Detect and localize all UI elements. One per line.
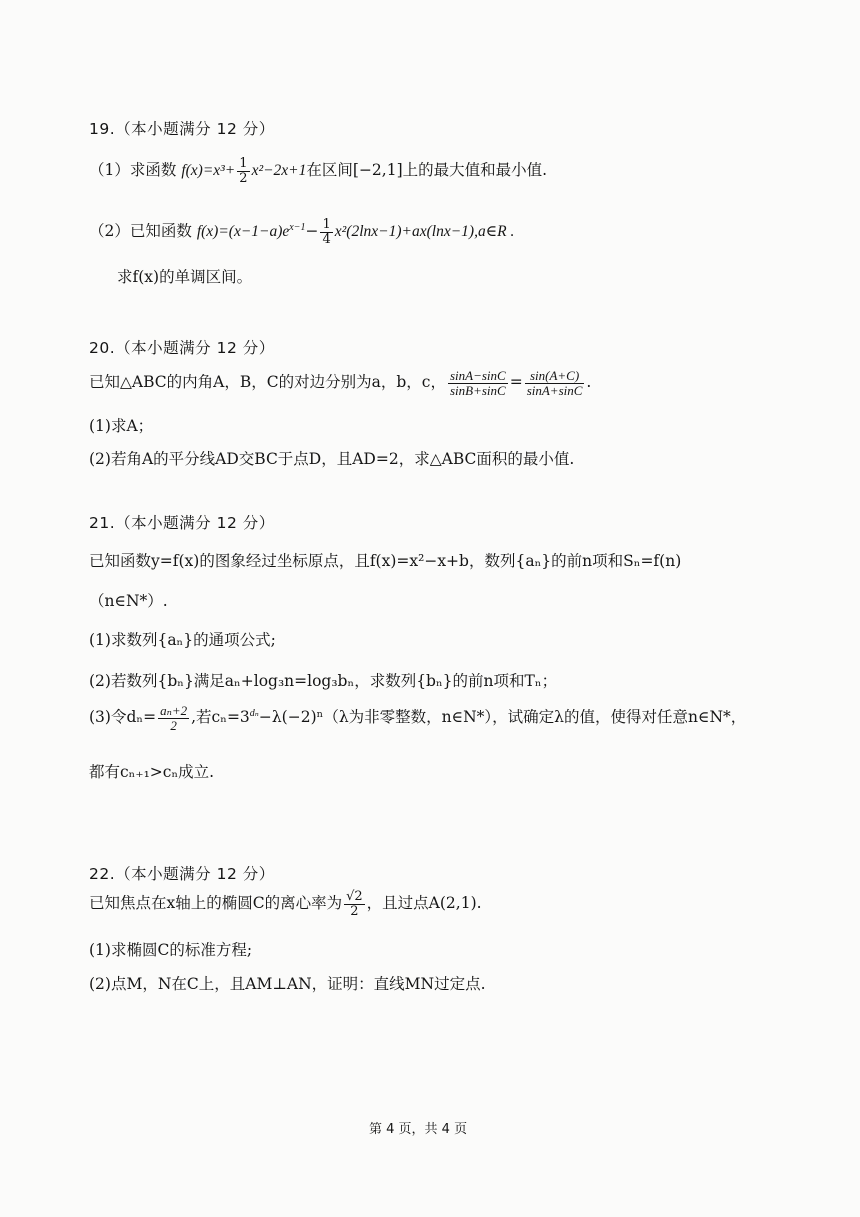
q22-intro-a: 已知焦点在x轴上的椭圆C的离心率为 xyxy=(89,894,343,913)
fraction-root2-over-2 xyxy=(344,890,365,918)
fraction-denominator: sinB+sinC xyxy=(449,382,506,398)
fraction-sine-ratio-right xyxy=(525,369,585,397)
fraction-numerator: sinA−sinC xyxy=(449,368,506,383)
page-footer: 第 4 页，共 4 页 xyxy=(369,1122,468,1137)
q19-p1-func2: x²−2x+1 xyxy=(251,162,307,180)
q20-title: 20.（本小题满分 12 分） xyxy=(89,339,275,357)
minus-sign: − xyxy=(305,222,319,241)
fraction-denominator: 2 xyxy=(239,170,248,186)
q22-intro xyxy=(89,890,482,918)
q21-part3-line2: 都有cₙ₊₁>cₙ成立. xyxy=(89,763,215,781)
q19-part2 xyxy=(89,218,514,246)
fraction-numerator: √2 xyxy=(346,889,363,904)
q21-title: 21.（本小题满分 12 分） xyxy=(89,514,275,532)
q20-part2: (2)若角A的平分线AD交BC于点D，且AD=2，求△ABC面积的最小值. xyxy=(89,450,575,468)
fraction-one-quarter xyxy=(320,218,332,246)
q20-part1: (1)求A； xyxy=(89,417,154,435)
fraction-denominator: 2 xyxy=(170,717,177,733)
fraction-one-half xyxy=(237,157,249,185)
q19-title: 19.（本小题满分 12 分） xyxy=(89,120,275,138)
q19-p2-label: （2）已知函数 xyxy=(89,222,192,241)
fraction-numerator: sin(A+C) xyxy=(525,369,585,384)
q22-part2: (2)点M，N在C上，且AM⊥AN，证明：直线MN过定点. xyxy=(89,975,486,993)
fraction-denominator: sinA+sinC xyxy=(526,382,583,398)
q19-p2-func-a: f(x)=(x−1−a)e xyxy=(196,223,290,241)
q19-p1-func: f(x)=x³+ xyxy=(181,162,236,180)
fraction-numerator: aₙ+2 xyxy=(160,703,188,718)
q22-part1: (1)求椭圆C的标准方程; xyxy=(89,941,253,959)
fraction-sine-ratio-left xyxy=(448,369,508,397)
q21-intro-line2: （n∈N*）. xyxy=(89,592,168,610)
q20-intro-text: 已知△ABC的内角A，B，C的对边分别为a，b，c， xyxy=(89,373,446,392)
q19-p1-rest: 在区间[−2,1]上的最大值和最小值. xyxy=(306,161,548,180)
q21-part1: (1)求数列{aₙ}的通项公式; xyxy=(89,631,276,649)
q21-part3 xyxy=(89,704,746,732)
q21-p3-prefix: (3)令dₙ= xyxy=(89,708,157,727)
q21-part2: (2)若数列{bₙ}满足aₙ+log₃n=log₃bₙ，求数列{bₙ}的前n项和Tₙ； xyxy=(89,672,558,690)
fraction-denominator: 2 xyxy=(350,903,359,919)
q19-part1 xyxy=(89,157,547,185)
q21-intro: 已知函数y=f(x)的图象经过坐标原点，且f(x)=x²−x+b，数列{aₙ}的前n项和Sₙ=f(n) xyxy=(89,552,682,570)
q21-p3-exponent: dₙ xyxy=(249,707,259,719)
fraction-denominator: 4 xyxy=(322,231,331,247)
q22-intro-b: ，且过点A(2,1). xyxy=(366,894,482,913)
q22-title: 22.（本小题满分 12 分） xyxy=(89,865,275,883)
q20-intro xyxy=(89,369,591,397)
q21-p3-middle: ,若cₙ=3 xyxy=(191,708,250,727)
q19-p2-func-b: x²(2lnx−1)+ax(lnx−1),a∈R . xyxy=(334,223,515,241)
q21-p3-rest: −λ(−2)ⁿ（λ为非零整数，n∈N*），试确定λ的值，使得对任意n∈N*， xyxy=(258,708,747,727)
q19-p2-exp: x−1 xyxy=(289,221,306,233)
period: . xyxy=(586,373,592,392)
q19-p1-label: （1）求函数 xyxy=(89,161,177,180)
fraction-d-n xyxy=(158,704,189,732)
fraction-numerator: 1 xyxy=(239,156,248,171)
equals-sign: = xyxy=(509,373,523,392)
q19-part2-line2: 求f(x)的单调区间。 xyxy=(117,268,253,286)
fraction-numerator: 1 xyxy=(322,217,331,232)
